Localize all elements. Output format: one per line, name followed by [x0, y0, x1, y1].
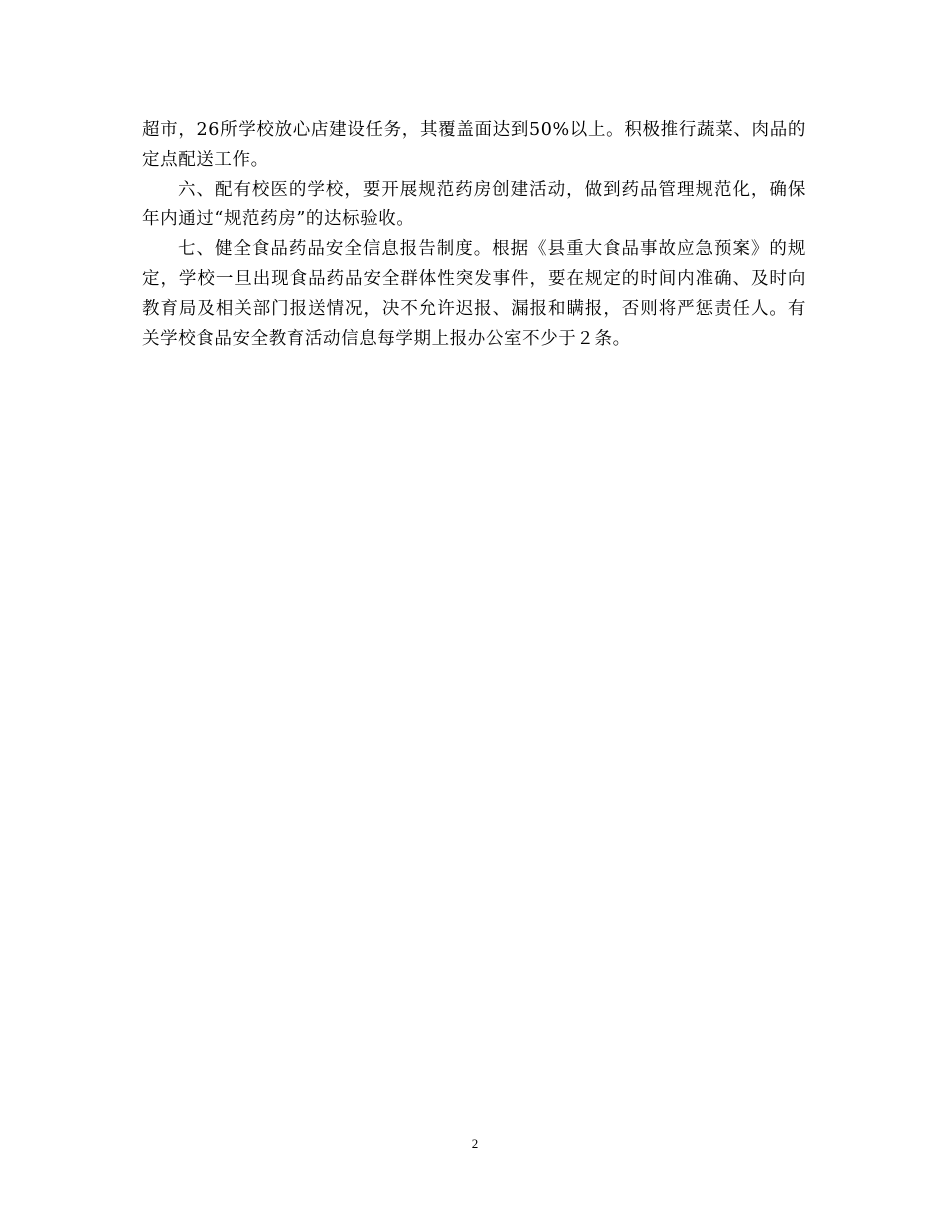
paragraph-seven: 七、健全食品药品安全信息报告制度。根据《县重大食品事故应急预案》的规定，学校一旦出现食品药品安全群体性突发事件，要在规定的时间内准确、及时向教育局及相关部门报送情况，决不允许迟报、漏报和瞒报，否则将严惩责任人。有关学校食品安全教育活动信息每学期上报办公室不少于２条。: [142, 239, 806, 349]
document-body: [142, 116, 806, 354]
paragraph-six: 六、配有校医的学校，要开展规范药房创建活动，做到药品管理规范化，确保年内通过“规范药房”的达标验收。: [142, 179, 806, 230]
paragraph-continuation: 超市，26所学校放心店建设任务，其覆盖面达到50%以上。积极推行蔬菜、肉品的定点配送工作。: [142, 120, 806, 170]
page-number: 2: [471, 1136, 479, 1151]
